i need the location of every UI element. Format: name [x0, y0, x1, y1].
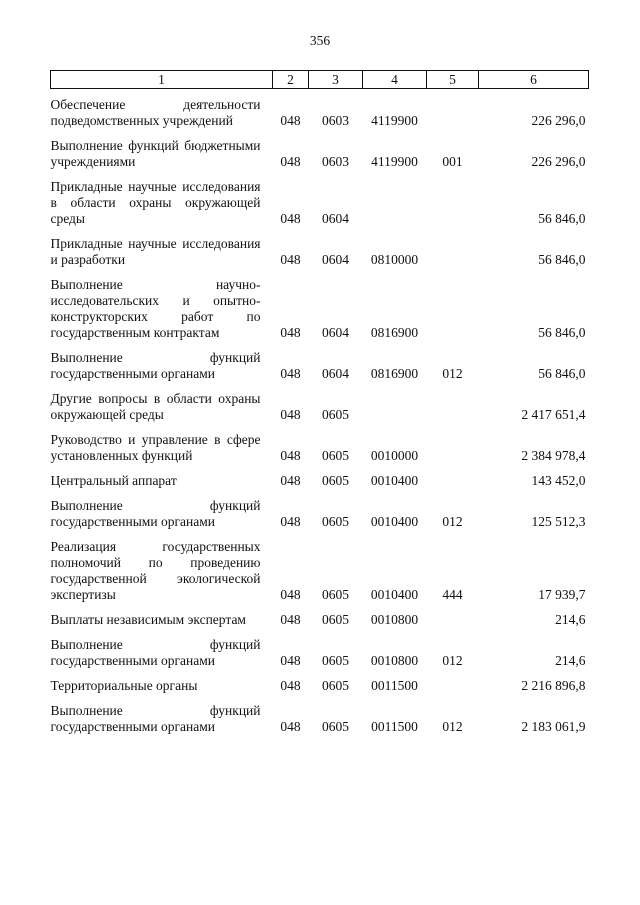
row-expense-type-code [427, 170, 479, 227]
row-name: Выполнение функций государственными органами [50, 637, 261, 668]
table-row [51, 464, 589, 489]
row-amount: 17 939,7 [538, 587, 586, 602]
column-header-2: 2 [273, 71, 309, 89]
row-article-code [363, 170, 427, 227]
row-ministry-code: 048 [280, 719, 301, 734]
row-section-code: 0603 [322, 113, 349, 128]
row-name: Прикладные научные исследования в области охраны окружающей среды [50, 179, 261, 226]
row-ministry-code: 048 [280, 252, 301, 267]
row-article-code: 0010400 [370, 473, 419, 488]
row-ministry-code: 048 [280, 113, 301, 128]
row-ministry-code: 048 [280, 678, 301, 693]
row-amount: 143 452,0 [531, 473, 586, 488]
row-section-code: 0604 [322, 366, 349, 381]
table-row [51, 129, 589, 170]
row-section-code: 0605 [322, 448, 349, 463]
row-name: Территориальные органы [50, 678, 198, 693]
row-name: Обеспечение деятельности подведомственных учреждений [50, 97, 261, 128]
table-header [51, 71, 589, 89]
row-name: Выполнение научно-исследовательских и опытно-конструкторских работ по государственным контрактам [50, 277, 261, 340]
row-section-code: 0605 [322, 678, 349, 693]
row-section-code: 0605 [322, 407, 349, 422]
row-ministry-code: 048 [280, 325, 301, 340]
row-expense-type-code [427, 423, 479, 464]
row-expense-type-code [427, 89, 479, 130]
column-header-3: 3 [309, 71, 363, 89]
row-amount: 2 216 896,8 [521, 678, 586, 693]
table-row [51, 170, 589, 227]
row-name: Центральный аппарат [50, 473, 177, 488]
row-name: Выполнение функций государственными органами [50, 703, 261, 734]
row-amount: 226 296,0 [531, 113, 586, 128]
table-row [51, 603, 589, 628]
row-name: Выполнение функций государственными органами [50, 498, 261, 529]
row-amount: 214,6 [555, 612, 586, 627]
row-article-code: 0010400 [370, 514, 419, 529]
table-row [51, 382, 589, 423]
table-row [51, 89, 589, 130]
row-ministry-code: 048 [280, 514, 301, 529]
row-section-code: 0605 [322, 587, 349, 602]
row-section-code: 0604 [322, 325, 349, 340]
row-expense-type-code: 012 [442, 719, 463, 734]
row-section-code: 0603 [322, 154, 349, 169]
row-amount: 2 384 978,4 [521, 448, 586, 463]
row-section-code: 0604 [322, 211, 349, 226]
row-expense-type-code [427, 669, 479, 694]
row-article-code: 0011500 [371, 719, 418, 734]
row-expense-type-code: 001 [442, 154, 463, 169]
row-amount: 2 183 061,9 [521, 719, 586, 734]
row-section-code: 0604 [322, 252, 349, 267]
table-row [51, 268, 589, 341]
table-row [51, 341, 589, 382]
column-header-1: 1 [51, 71, 273, 89]
row-expense-type-code [427, 464, 479, 489]
table-row [51, 669, 589, 694]
row-amount: 125 512,3 [531, 514, 586, 529]
budget-table [50, 70, 589, 735]
header-row [51, 71, 589, 89]
row-article-code: 0011500 [371, 678, 418, 693]
row-amount: 56 846,0 [538, 211, 586, 226]
row-amount: 226 296,0 [531, 154, 586, 169]
row-article-code: 0010800 [370, 612, 419, 627]
row-section-code: 0605 [322, 473, 349, 488]
row-expense-type-code: 012 [442, 653, 463, 668]
row-ministry-code: 048 [280, 448, 301, 463]
column-header-6: 6 [479, 71, 589, 89]
row-section-code: 0605 [322, 653, 349, 668]
row-article-code: 0010000 [370, 448, 419, 463]
table-body [51, 89, 589, 736]
row-expense-type-code: 012 [442, 366, 463, 381]
row-ministry-code: 048 [280, 407, 301, 422]
row-article-code: 4119900 [371, 154, 418, 169]
row-ministry-code: 048 [280, 612, 301, 627]
row-ministry-code: 048 [280, 653, 301, 668]
row-article-code: 0816900 [370, 325, 419, 340]
row-expense-type-code: 012 [442, 514, 463, 529]
table-row [51, 227, 589, 268]
table-row [51, 423, 589, 464]
table-row [51, 694, 589, 735]
row-article-code: 4119900 [371, 113, 418, 128]
row-section-code: 0605 [322, 612, 349, 627]
row-article-code: 0816900 [370, 366, 419, 381]
row-article-code: 0810000 [370, 252, 419, 267]
row-amount: 2 417 651,4 [521, 407, 586, 422]
row-article-code [363, 382, 427, 423]
row-ministry-code: 048 [280, 211, 301, 226]
row-expense-type-code [427, 227, 479, 268]
row-amount: 214,6 [555, 653, 586, 668]
row-section-code: 0605 [322, 514, 349, 529]
row-name: Прикладные научные исследования и разработки [50, 236, 261, 267]
row-amount: 56 846,0 [538, 325, 586, 340]
row-section-code: 0605 [322, 719, 349, 734]
row-expense-type-code [427, 382, 479, 423]
row-expense-type-code [427, 268, 479, 341]
column-header-5: 5 [427, 71, 479, 89]
row-name: Реализация государственных полномочий по проведению государственной экологической экспертизы [50, 539, 261, 602]
row-ministry-code: 048 [280, 473, 301, 488]
table-row [51, 489, 589, 530]
page-number: 356 [309, 33, 331, 48]
row-expense-type-code: 444 [442, 587, 463, 602]
row-amount: 56 846,0 [538, 252, 586, 267]
row-ministry-code: 048 [280, 587, 301, 602]
row-name: Выполнение функций государственными органами [50, 350, 261, 381]
table-row [51, 628, 589, 669]
table-row [51, 530, 589, 603]
row-amount: 56 846,0 [538, 366, 586, 381]
row-expense-type-code [427, 603, 479, 628]
row-name: Другие вопросы в области охраны окружающей среды [50, 391, 261, 422]
row-article-code: 0010800 [370, 653, 419, 668]
row-ministry-code: 048 [280, 366, 301, 381]
row-name: Руководство и управление в сфере установленных функций [50, 432, 261, 463]
row-article-code: 0010400 [370, 587, 419, 602]
row-name: Выплаты независимым экспертам [50, 612, 246, 627]
row-ministry-code: 048 [280, 154, 301, 169]
column-header-4: 4 [363, 71, 427, 89]
row-name: Выполнение функций бюджетными учреждениями [50, 138, 261, 169]
